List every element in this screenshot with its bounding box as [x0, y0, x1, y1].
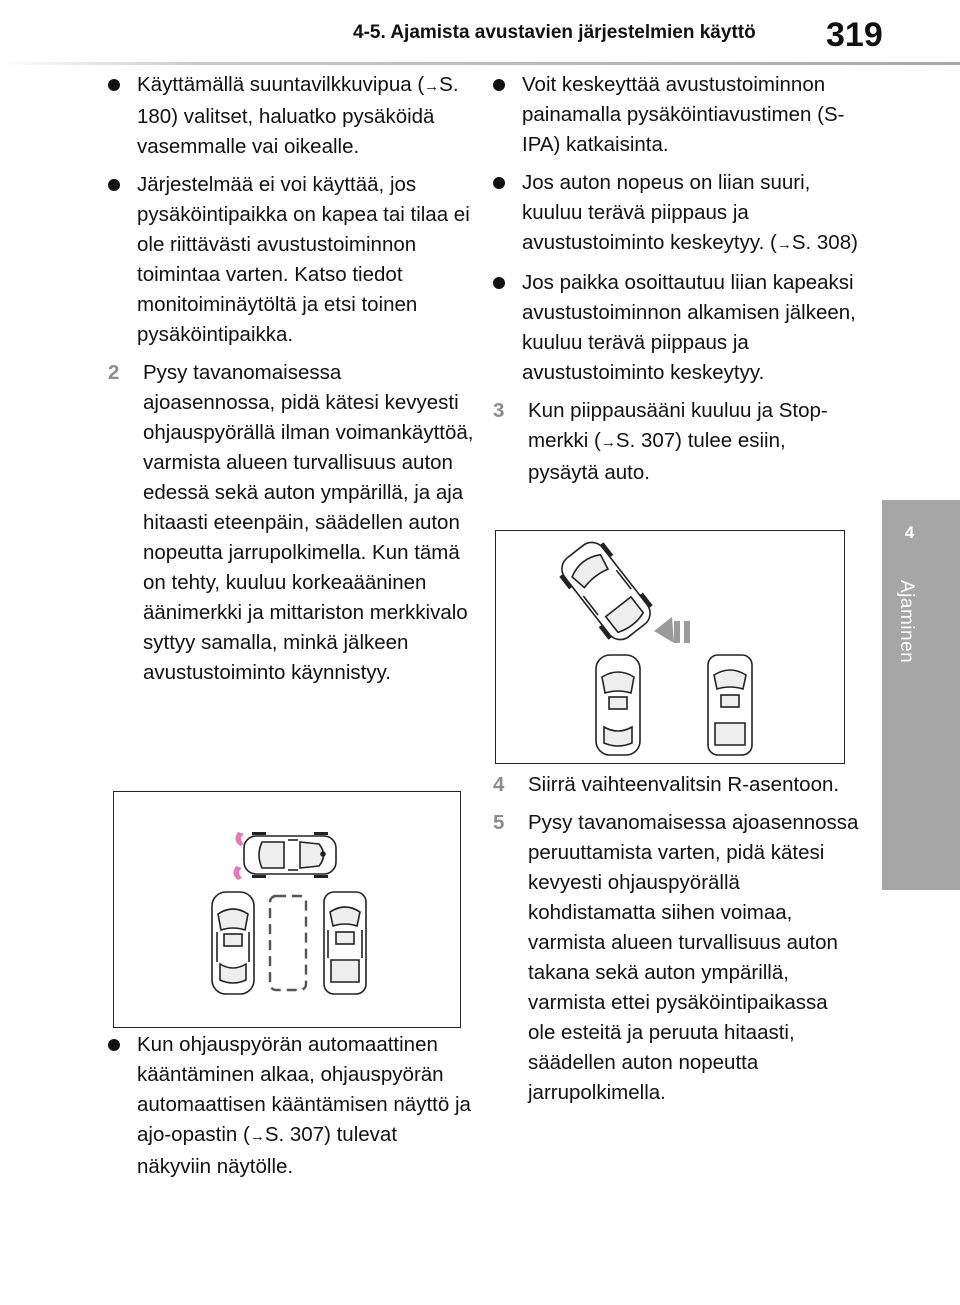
- step-4: [489, 770, 859, 800]
- own-car-icon: [244, 836, 336, 874]
- step-number: 3: [493, 399, 505, 422]
- figure-stop-and-reverse: [495, 530, 845, 764]
- turn-signal-icon: [233, 832, 244, 880]
- bullet-dot-icon: [108, 179, 120, 191]
- bullet-dot-icon: [493, 79, 505, 91]
- own-car-angled-icon: [553, 534, 659, 647]
- step-number: 2: [108, 361, 120, 384]
- cross-ref: S. 307: [615, 429, 676, 452]
- cross-ref-arrow-icon: →: [600, 434, 616, 451]
- reverse-arrow-icon: [654, 617, 690, 643]
- parked-car-left-icon: [596, 655, 640, 755]
- chapter-number: 4: [904, 523, 915, 542]
- step-text: Pysy tavanomaisessa ajoasennossa, pidä kätesi kevyesti ohjauspyörällä ilman voimankäyttöä, varmista alueen turvallisuus auton edessä sekä auton ympärillä, ja aja hitaasti eteenpäin, säädellen auton nopeutta jarrupolkimella. Kun tämä on tehty, kuuluu korkeaääninen äänimerkki ja mittariston merkkivalo syttyy samalla, minkä jälkeen avustustoiminto käynnistyy.: [143, 361, 474, 684]
- bullet-dot-icon: [108, 1039, 120, 1051]
- parked-car-right-icon: [708, 655, 752, 755]
- chapter-side-tab: [882, 500, 960, 890]
- parking-illustration-1: [114, 792, 460, 1027]
- chapter-label: Ajaminen: [896, 580, 917, 664]
- step-2: [104, 358, 474, 688]
- section-title: 4-5. Ajamista avustavien järjestelmien käyttö: [353, 22, 756, 43]
- left-column-lower: [104, 1030, 474, 1190]
- parked-car-left-icon: [212, 892, 254, 994]
- step-number: 4: [493, 773, 505, 796]
- right-column-lower: [489, 770, 859, 1116]
- bullet-item: Kun ohjauspyörän automaattinen kääntäminen alkaa, ohjauspyörän automaattisen kääntämisen näyttö ja ajo-opastin (→S. 307) tulevat näkyviin näytölle.: [104, 1030, 474, 1182]
- cross-ref: S. 180: [137, 73, 459, 128]
- figure-parking-space-detected: [113, 791, 461, 1028]
- cross-ref-arrow-icon: →: [776, 236, 792, 253]
- cross-ref-arrow-icon: →: [424, 78, 440, 95]
- bullet-item: Voit keskeyttää avustustoiminnon painamalla pysäköintiavustimen (S-IPA) katkaisinta.: [489, 70, 859, 160]
- bullet-dot-icon: [493, 277, 505, 289]
- header-rule: [0, 62, 960, 65]
- right-column: [489, 70, 859, 496]
- bullet-dot-icon: [108, 79, 120, 91]
- bullet-item: Jos auton nopeus on liian suuri, kuuluu terävä piippaus ja avustustoiminto keskeytyy. (→S. 308): [489, 168, 859, 260]
- parked-car-right-icon: [324, 892, 366, 994]
- bullet-item: Jos paikka osoittautuu liian kapeaksi avustustoiminnon alkamisen jälkeen, kuuluu terävä piippaus ja avustustoiminto keskeytyy.: [489, 268, 859, 388]
- parking-illustration-2: [496, 531, 844, 763]
- step-text: Pysy tavanomaisessa ajoasennossa peruuttamista varten, pidä kätesi kevyesti ohjauspyörällä kohdistamatta siihen voimaa, varmista alueen turvallisuus auton takana sekä auton ympärillä, varmista ettei pysäköintipaikassa ole esteitä ja peruuta hitaasti, säädellen auton nopeutta jarrupolkimella.: [528, 811, 859, 1104]
- cross-ref: S. 308: [791, 231, 852, 254]
- bullet-dot-icon: [493, 177, 505, 189]
- bullet-item: Käyttämällä suuntavilkkuvipua (→S. 180) valitset, haluatko pysäköidä vasemmalle vai oikealle.: [104, 70, 474, 162]
- bullet-item: Järjestelmää ei voi käyttää, jos pysäköintipaikka on kapea tai tilaa ei ole riittävästi avustustoiminnon toimintaa varten. Katso tiedot monitoiminäytöltä ja etsi toinen pysäköintipaikka.: [104, 170, 474, 350]
- step-5: [489, 808, 859, 1108]
- cross-ref: S. 307: [264, 1123, 325, 1146]
- left-column: [104, 70, 474, 696]
- step-text: Siirrä vaihteenvalitsin R-asentoon.: [528, 773, 840, 796]
- cross-ref-arrow-icon: →: [249, 1128, 265, 1145]
- step-3: 3 Kun piippausääni kuuluu ja Stop-merkki (→S. 307) tulee esiin, pysäytä auto.: [489, 396, 859, 488]
- target-parking-space: [270, 896, 306, 990]
- step-number: 5: [493, 811, 505, 834]
- page-number: 319: [826, 16, 883, 54]
